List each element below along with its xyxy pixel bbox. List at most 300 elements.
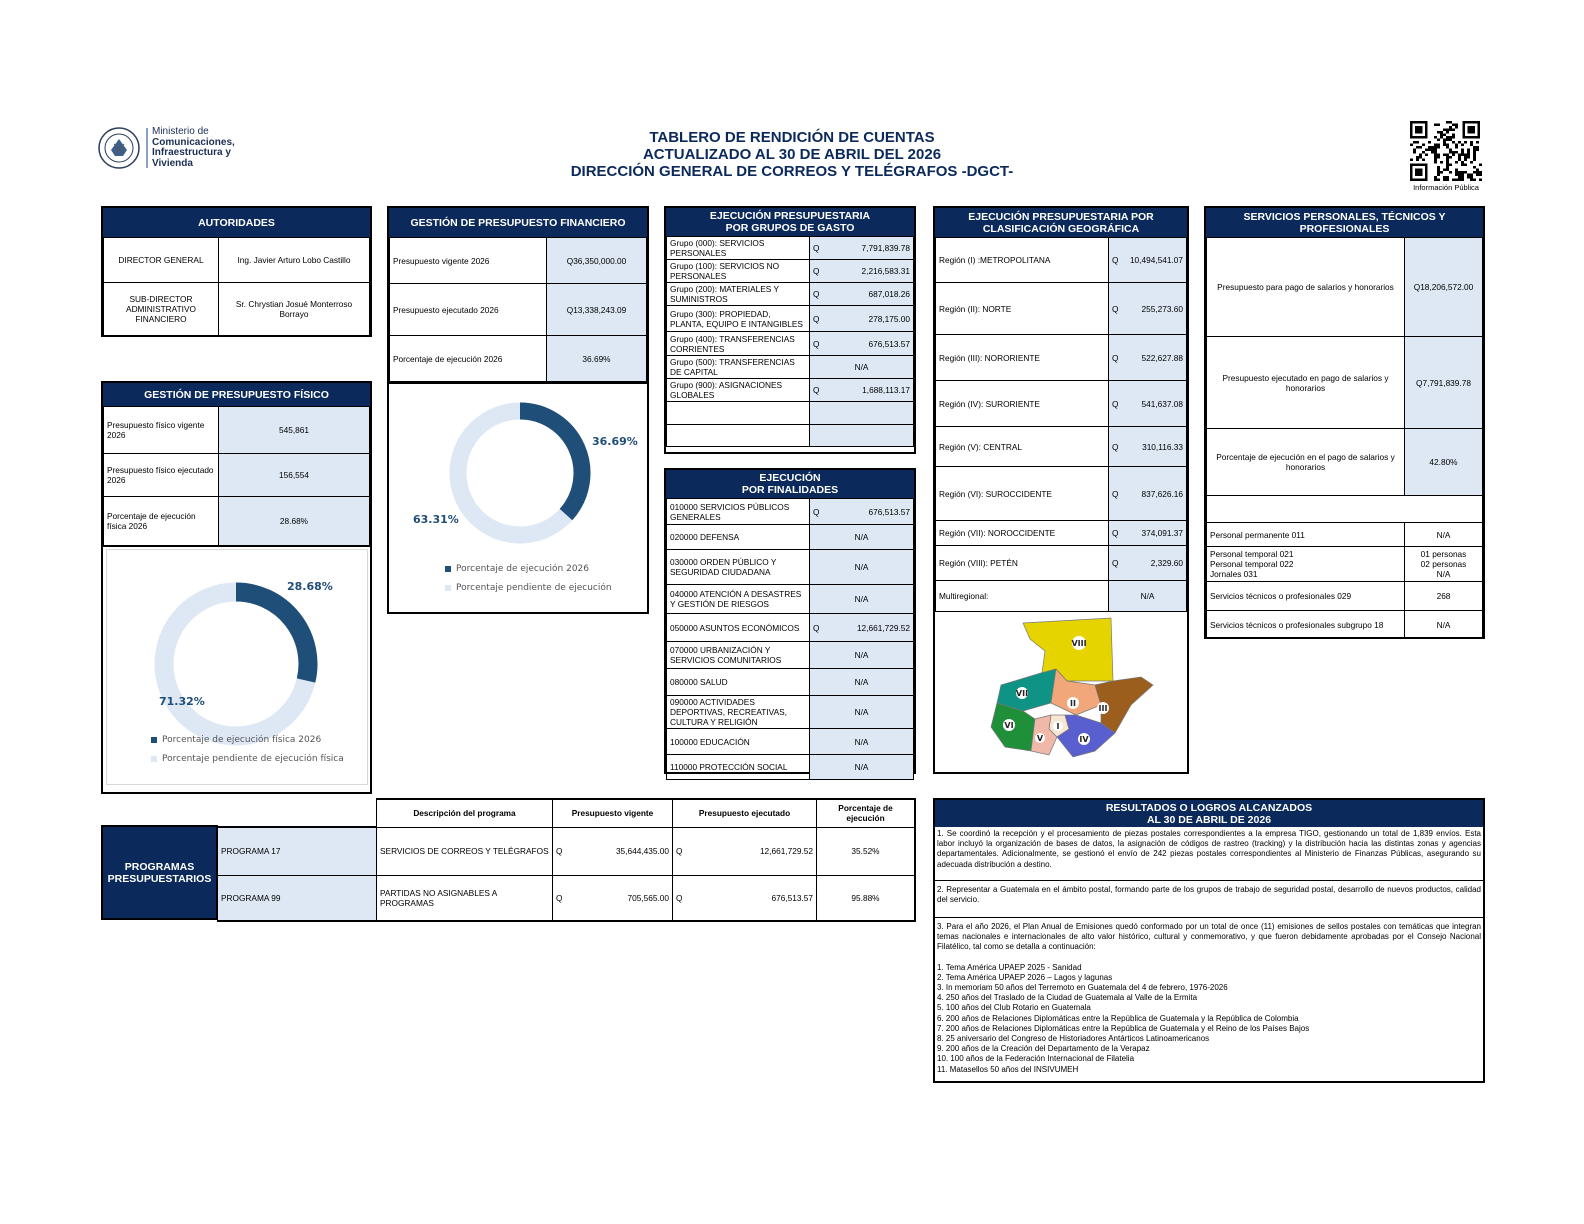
fisico-value: 28.68% xyxy=(219,497,370,546)
region-value: 10,494,541.07 xyxy=(1127,238,1187,283)
grupo-empty-value xyxy=(810,402,914,425)
qr-module xyxy=(1458,156,1461,159)
qr-module xyxy=(1449,151,1452,154)
qr-module xyxy=(1443,129,1446,132)
grupo-value: 7,791,839.78 xyxy=(828,237,914,260)
qr-caption: Información Pública xyxy=(1413,183,1479,192)
personal-value: N/A xyxy=(1436,569,1451,579)
logo-line-2: Comunicaciones, xyxy=(152,136,235,148)
grupos-title xyxy=(666,208,914,236)
qr-module xyxy=(1470,179,1473,182)
qr-module xyxy=(1449,121,1452,124)
qr-module xyxy=(1458,176,1461,179)
financiero-value: Q36,350,000.00 xyxy=(547,238,647,284)
personal-value: N/A xyxy=(1405,523,1483,547)
qr-module xyxy=(1449,149,1452,152)
region-label: Multiregional: xyxy=(936,581,1109,612)
qr-module xyxy=(1434,179,1437,182)
grupo-label: Grupo (400): TRANSFERENCIAS CORRIENTES xyxy=(667,332,810,356)
region-label: Región (I) :METROPOLITANA xyxy=(936,238,1109,283)
personal-value: 02 personas xyxy=(1420,559,1467,569)
qr-module xyxy=(1425,149,1428,152)
qr-module xyxy=(1467,151,1470,154)
qr-module xyxy=(1452,129,1455,132)
grupo-label: Grupo (100): SERVICIOS NO PERSONALES xyxy=(667,260,810,283)
grupos-title-line-1: EJECUCIÓN PRESUPUESTARIA xyxy=(709,210,871,222)
autoridades-panel xyxy=(101,206,372,337)
qr-module xyxy=(1446,159,1449,162)
qr-module xyxy=(1446,161,1449,164)
title-line-1: TABLERO DE RENDICIÓN DE CUENTAS xyxy=(649,129,935,146)
region-value: 837,626.16 xyxy=(1127,467,1187,521)
financiero-legend-executed xyxy=(445,564,589,574)
finalidad-label: 040000 ATENCIÓN A DESASTRES Y GESTIÓN DE RIESGOS xyxy=(667,585,810,614)
qr-code-icon xyxy=(1410,121,1482,181)
qr-code[interactable] xyxy=(1408,121,1484,192)
qr-module xyxy=(1431,151,1434,154)
currency-symbol: Q xyxy=(676,892,683,903)
list-item: 11. Matasellos 50 años del INSIVUMEH xyxy=(937,1064,1079,1074)
finalidad-currency: Q xyxy=(810,499,828,525)
list-item: 8. 25 aniversario del Congreso de Historiadores Antárticos Latinoamericanos xyxy=(937,1034,1210,1044)
qr-module xyxy=(1437,124,1440,127)
qr-module xyxy=(1416,156,1419,159)
region-value: 255,273.60 xyxy=(1127,283,1187,335)
qr-module xyxy=(1434,149,1437,152)
region-currency: Q xyxy=(1109,427,1127,467)
qr-module xyxy=(1455,146,1458,149)
financiero-pending-label: 63.31% xyxy=(413,513,459,526)
fisico-chart xyxy=(106,549,368,785)
finalidades-title-line-1: EJECUCIÓN xyxy=(759,472,821,484)
qr-module xyxy=(1455,169,1458,172)
program-name: PROGRAMA 17 xyxy=(218,827,377,875)
qr-module xyxy=(1425,154,1428,157)
qr-module xyxy=(1452,151,1455,154)
qr-module xyxy=(1428,146,1431,149)
financiero-label: Presupuesto ejecutado 2026 xyxy=(390,284,547,336)
qr-module xyxy=(1458,154,1461,157)
map-label: III xyxy=(1098,704,1108,713)
qr-module xyxy=(1446,179,1449,182)
qr-module xyxy=(1431,146,1434,149)
legend-swatch-light xyxy=(151,756,157,762)
personal-value: 268 xyxy=(1405,582,1483,611)
financiero-value: 36.69% xyxy=(547,336,647,382)
resultado-2 xyxy=(935,881,1483,918)
qr-module xyxy=(1455,179,1458,182)
qr-module xyxy=(1434,146,1437,149)
fisico-label: Presupuesto físico vigente 2026 xyxy=(104,407,219,454)
grupo-value: 676,513.57 xyxy=(828,332,914,356)
servicios-value: 42.80% xyxy=(1405,429,1483,496)
qr-module xyxy=(1446,176,1449,179)
programas-title: PROGRAMAS PRESUPUESTARIOS xyxy=(101,825,218,920)
qr-module xyxy=(1452,154,1455,157)
qr-module xyxy=(1464,141,1467,144)
personal-value: N/A xyxy=(1405,611,1483,639)
coat-of-arms-icon xyxy=(96,126,142,170)
programas-header: Porcentaje de ejecución xyxy=(817,799,916,827)
qr-module xyxy=(1461,161,1464,164)
qr-module xyxy=(1446,131,1449,134)
qr-module xyxy=(1470,174,1473,177)
fisico-label: Porcentaje de ejecución física 2026 xyxy=(104,497,219,546)
grupo-currency: Q xyxy=(810,237,828,260)
resultado-1 xyxy=(935,827,1483,881)
qr-module xyxy=(1440,131,1443,134)
qr-module xyxy=(1434,159,1437,162)
guatemala-regions-map xyxy=(935,611,1187,771)
qr-module xyxy=(1467,149,1470,152)
grupo-label: Grupo (900): ASIGNACIONES GLOBALES xyxy=(667,379,810,402)
qr-module xyxy=(1455,174,1458,177)
qr-module xyxy=(1446,136,1449,139)
finalidad-value: N/A xyxy=(810,696,914,729)
finalidades-title xyxy=(666,470,914,498)
logo-line-4: Vivienda xyxy=(152,157,193,169)
qr-module xyxy=(1464,171,1467,174)
qr-module xyxy=(1467,156,1470,159)
title-line-2: ACTUALIZADO AL 30 DE ABRIL DEL 2026 xyxy=(642,146,942,163)
finalidad-value: N/A xyxy=(810,669,914,696)
qr-module xyxy=(1434,124,1437,127)
financiero-donut xyxy=(430,383,610,563)
legend-swatch-dark xyxy=(445,566,451,572)
list-item: 2. Tema América UPAEP 2026 – Lagos y lagunas xyxy=(937,972,1113,982)
region-currency: Q xyxy=(1109,238,1127,283)
fisico-chart-frame xyxy=(101,546,372,794)
financiero-panel xyxy=(387,206,649,384)
finalidad-label: 070000 URBANIZACIÓN Y SERVICIOS COMUNITARIOS xyxy=(667,642,810,669)
qr-finder xyxy=(1415,126,1423,134)
qr-module xyxy=(1449,171,1452,174)
legend-label: Porcentaje pendiente de ejecución física xyxy=(162,754,344,764)
qr-module xyxy=(1470,161,1473,164)
qr-module xyxy=(1434,136,1437,139)
servicios-label: Presupuesto para pago de salarios y honorarios xyxy=(1207,238,1405,337)
program-vigente: 35,644,435.00 xyxy=(615,846,669,856)
qr-module xyxy=(1452,136,1455,139)
program-ejecutado: 676,513.57 xyxy=(771,892,813,903)
currency-symbol: Q xyxy=(556,846,563,856)
finalidad-label: 080000 SALUD xyxy=(667,669,810,696)
personal-temporal-labels xyxy=(1207,547,1405,582)
fisico-value: 156,554 xyxy=(219,454,370,497)
grupo-currency: Q xyxy=(810,306,828,332)
servicios-panel xyxy=(1204,206,1485,639)
grupo-value: N/A xyxy=(810,356,914,379)
fisico-label: Presupuesto físico ejecutado 2026 xyxy=(104,454,219,497)
qr-module xyxy=(1428,149,1431,152)
grupo-label: Grupo (000): SERVICIOS PERSONALES xyxy=(667,237,810,260)
qr-module xyxy=(1458,141,1461,144)
finalidad-value: N/A xyxy=(810,585,914,614)
qr-module xyxy=(1422,144,1425,147)
qr-module xyxy=(1473,166,1476,169)
qr-module xyxy=(1437,171,1440,174)
servicios-value: Q18,206,572.00 xyxy=(1405,238,1483,337)
qr-module xyxy=(1467,154,1470,157)
resultado-text: 3. Para el año 2026, el Plan Anual de Emisiones quedó conformado por un total de once (11) emisiones de sellos postales con temáticas que integran temas nacionales e internacionales de alto valor histórico, cultural y conmemorativo, y que fueron debidamente aprobadas por el Consejo Nacional Filatélico, tal como se detalla a continuación: xyxy=(937,922,1481,952)
qr-module xyxy=(1413,141,1416,144)
qr-module xyxy=(1461,154,1464,157)
qr-module xyxy=(1455,124,1458,127)
finalidad-label: 100000 EDUCACIÓN xyxy=(667,729,810,755)
grupo-label: Grupo (300): PROPIEDAD, PLANTA, EQUIPO E INTANGIBLES xyxy=(667,306,810,332)
qr-module xyxy=(1422,151,1425,154)
authority-role: SUB-DIRECTOR ADMINISTRATIVO FINANCIERO xyxy=(104,283,219,336)
qr-module xyxy=(1428,141,1431,144)
qr-module xyxy=(1455,126,1458,129)
list-item: 1. Tema América UPAEP 2025 - Sanidad xyxy=(937,962,1082,972)
finalidad-value: N/A xyxy=(810,755,914,780)
grupos-panel xyxy=(664,206,916,454)
programas-header: Presupuesto ejecutado xyxy=(673,799,817,827)
qr-module xyxy=(1431,149,1434,152)
legend-label: Porcentaje de ejecución física 2026 xyxy=(162,735,322,745)
servicios-spacer xyxy=(1207,496,1483,523)
qr-module xyxy=(1479,171,1482,174)
authority-name: Ing. Javier Arturo Lobo Castillo xyxy=(219,238,370,283)
list-item: 6. 200 años de Relaciones Diplomáticas entre la República de Guatemala y la República de Colombia xyxy=(937,1013,1299,1023)
qr-module xyxy=(1416,146,1419,149)
region-label: Región (VI): SUROCCIDENTE xyxy=(936,467,1109,521)
finalidades-panel xyxy=(664,468,916,774)
qr-module xyxy=(1461,171,1464,174)
qr-module xyxy=(1458,174,1461,177)
qr-module xyxy=(1443,144,1446,147)
financiero-legend-pending xyxy=(445,583,612,593)
qr-module xyxy=(1443,141,1446,144)
grupo-value: 2,216,583.31 xyxy=(828,260,914,283)
grupo-label: Grupo (500): TRANSFERENCIAS DE CAPITAL xyxy=(667,356,810,379)
personal-label: Personal temporal 021 xyxy=(1210,549,1294,559)
qr-module xyxy=(1467,176,1470,179)
map-label: IV xyxy=(1079,735,1089,744)
region-label: Región (V): CENTRAL xyxy=(936,427,1109,467)
grupo-currency: Q xyxy=(810,332,828,356)
qr-module xyxy=(1458,179,1461,182)
qr-module xyxy=(1434,154,1437,157)
qr-module xyxy=(1419,156,1422,159)
qr-module xyxy=(1440,134,1443,137)
program-vigente-cell xyxy=(553,875,673,921)
qr-module xyxy=(1434,161,1437,164)
qr-module xyxy=(1461,144,1464,147)
qr-module xyxy=(1449,136,1452,139)
grupo-currency: Q xyxy=(810,379,828,402)
qr-module xyxy=(1467,174,1470,177)
personal-label: Personal permanente 011 xyxy=(1207,523,1405,547)
program-ejecutado-cell xyxy=(673,875,817,921)
fisico-legend-executed xyxy=(151,735,321,745)
program-ejecutado-cell xyxy=(673,827,817,875)
logo-line-3: Infraestructura y xyxy=(152,147,231,158)
list-item: 7. 200 años de Relaciones Diplomáticas entre la República de Guatemala y el Reino de los Países Bajos xyxy=(937,1023,1310,1033)
qr-module xyxy=(1461,179,1464,182)
qr-module xyxy=(1473,151,1476,154)
finalidades-title-line-2: POR FINALIDADES xyxy=(741,484,839,496)
servicios-label: Porcentaje de ejecución en el pago de salarios y honorarios xyxy=(1207,429,1405,496)
list-item: 3. In memoriam 50 años del Terremoto en Guatemala del 4 de febrero, 1976-2026 xyxy=(937,983,1228,993)
programas-header: Descripción del programa xyxy=(377,799,553,827)
legend-label: Porcentaje pendiente de ejecución xyxy=(456,583,612,593)
qr-module xyxy=(1473,146,1476,149)
financiero-title: GESTIÓN DE PRESUPUESTO FINANCIERO xyxy=(389,208,647,237)
qr-module xyxy=(1446,156,1449,159)
servicios-label: Presupuesto ejecutado en pago de salarios y honorarios xyxy=(1207,337,1405,429)
qr-module xyxy=(1476,149,1479,152)
qr-module xyxy=(1437,146,1440,149)
finalidad-label: 020000 DEFENSA xyxy=(667,525,810,550)
geografica-title-line-1: EJECUCIÓN PRESUPUESTARIA POR xyxy=(968,210,1154,223)
qr-module xyxy=(1458,159,1461,162)
title-line-3: DIRECCIÓN GENERAL DE CORREOS Y TELÉGRAFOS -DGCT- xyxy=(570,163,1014,180)
qr-finder xyxy=(1468,126,1476,134)
qr-module xyxy=(1416,141,1419,144)
qr-module xyxy=(1476,169,1479,172)
fisico-title: GESTIÓN DE PRESUPUESTO FÍSICO xyxy=(103,383,370,406)
geografica-title-line-2: CLASIFICACIÓN GEOGRÁFICA xyxy=(982,222,1140,235)
qr-module xyxy=(1473,156,1476,159)
fisico-executed-label: 28.68% xyxy=(287,580,333,593)
qr-module xyxy=(1479,164,1482,167)
qr-module xyxy=(1452,141,1455,144)
region-label: Región (IV): SURORIENTE xyxy=(936,381,1109,427)
qr-module xyxy=(1437,166,1440,169)
finalidad-value: N/A xyxy=(810,642,914,669)
qr-module xyxy=(1470,141,1473,144)
currency-symbol: Q xyxy=(676,846,683,856)
geografica-title xyxy=(935,208,1187,237)
qr-module xyxy=(1410,144,1413,147)
page-title xyxy=(500,129,1084,180)
qr-module xyxy=(1440,161,1443,164)
region-label: Región (VIII): PETÉN xyxy=(936,546,1109,581)
qr-module xyxy=(1437,144,1440,147)
finalidad-value: N/A xyxy=(810,729,914,755)
program-ejecutado: 12,661,729.52 xyxy=(759,846,813,856)
fisico-donut xyxy=(136,564,336,764)
region-value: 522,627.88 xyxy=(1127,335,1187,381)
qr-module xyxy=(1476,141,1479,144)
qr-module xyxy=(1479,174,1482,177)
legend-swatch-dark xyxy=(151,737,157,743)
finalidad-currency: Q xyxy=(810,614,828,642)
finalidad-label: 110000 PROTECCIÓN SOCIAL xyxy=(667,755,810,780)
fisico-pending-label: 71.32% xyxy=(159,695,205,708)
qr-module xyxy=(1422,159,1425,162)
qr-module xyxy=(1446,154,1449,157)
qr-module xyxy=(1449,129,1452,132)
program-name: PROGRAMA 99 xyxy=(218,875,377,921)
resultado-text: 1. Se coordinó la recepción y el procesamiento de piezas postales correspondientes a la empresa TIGO, gestionando un total de 1,839 envíos. Esta labor incluyó la organización de bases de datos, la asignación de códigos de rastreo (tracking) y la distribución hacia las distintas zonas y agencias departamentales. Adicionalmente, se gestionó el envío de 242 piezas postales correspondientes al Ministerio de Finanzas Públicas, asegurando su adecuada distribución a destino. xyxy=(937,829,1481,869)
map-label: V xyxy=(1036,734,1044,743)
qr-module xyxy=(1437,169,1440,172)
qr-module xyxy=(1452,179,1455,182)
grupo-value: 278,175.00 xyxy=(828,306,914,332)
servicios-value: Q7,791,839.78 xyxy=(1405,337,1483,429)
qr-module xyxy=(1440,171,1443,174)
ministry-logo xyxy=(96,126,256,170)
map-label: I xyxy=(1056,722,1060,731)
qr-module xyxy=(1434,144,1437,147)
qr-module xyxy=(1440,136,1443,139)
qr-module xyxy=(1455,151,1458,154)
qr-module xyxy=(1470,144,1473,147)
qr-module xyxy=(1455,171,1458,174)
qr-module xyxy=(1434,156,1437,159)
grupo-value: 1,688,113.17 xyxy=(828,379,914,402)
program-vigente-cell xyxy=(553,827,673,875)
qr-module xyxy=(1464,156,1467,159)
grupo-currency: Q xyxy=(810,283,828,306)
qr-module xyxy=(1413,149,1416,152)
grupo-value: 687,018.26 xyxy=(828,283,914,306)
qr-module xyxy=(1443,169,1446,172)
qr-module xyxy=(1437,131,1440,134)
finalidad-label: 030000 ORDEN PÚBLICO Y SEGURIDAD CIUDADANA xyxy=(667,550,810,585)
region-label: Región (VII): NOROCCIDENTE xyxy=(936,521,1109,546)
program-pct: 35.52% xyxy=(817,827,916,875)
grupo-empty-row xyxy=(667,425,810,447)
region-value: N/A xyxy=(1109,581,1187,612)
region-value: 310,116.33 xyxy=(1127,427,1187,467)
qr-module xyxy=(1437,156,1440,159)
servicios-title: SERVICIOS PERSONALES, TÉCNICOS Y PROFESIONALES xyxy=(1206,208,1483,237)
authority-role: DIRECTOR GENERAL xyxy=(104,238,219,283)
qr-module xyxy=(1413,151,1416,154)
emisiones-list xyxy=(937,963,1481,1075)
grupo-empty-row xyxy=(667,402,810,425)
region-currency: Q xyxy=(1109,467,1127,521)
logo-line-1: Ministerio de xyxy=(152,126,209,137)
qr-module xyxy=(1446,139,1449,142)
finalidad-label: 050000 ASUNTOS ECONÓMICOS xyxy=(667,614,810,642)
map-label: II xyxy=(1070,699,1076,708)
programas-panel xyxy=(101,798,916,920)
personal-temporal-values xyxy=(1405,547,1483,582)
region-value: 2,329.60 xyxy=(1127,546,1187,581)
region-currency: Q xyxy=(1109,381,1127,427)
map-label: VIII xyxy=(1071,639,1087,648)
fisico-value: 545,861 xyxy=(219,407,370,454)
qr-module xyxy=(1443,176,1446,179)
personal-label: Personal temporal 022 xyxy=(1210,559,1294,569)
qr-module xyxy=(1437,154,1440,157)
region-currency: Q xyxy=(1109,283,1127,335)
qr-module xyxy=(1434,151,1437,154)
finalidad-value: N/A xyxy=(810,525,914,550)
financiero-chart xyxy=(387,383,649,614)
map-label: VII xyxy=(1015,689,1029,698)
fisico-legend-pending xyxy=(151,754,344,764)
grupo-currency: Q xyxy=(810,260,828,283)
qr-module xyxy=(1473,179,1476,182)
qr-module xyxy=(1449,156,1452,159)
qr-module xyxy=(1452,124,1455,127)
map-region-viii xyxy=(1023,618,1113,681)
personal-value: 01 personas xyxy=(1420,549,1467,559)
qr-module xyxy=(1476,171,1479,174)
map-label: VI xyxy=(1004,721,1014,730)
finalidad-value: 12,661,729.52 xyxy=(828,614,914,642)
qr-module xyxy=(1479,179,1482,182)
authority-name: Sr. Chrystian Josué Monterroso Borrayo xyxy=(219,283,370,336)
region-label: Región (III): NORORIENTE xyxy=(936,335,1109,381)
qr-module xyxy=(1437,179,1440,182)
